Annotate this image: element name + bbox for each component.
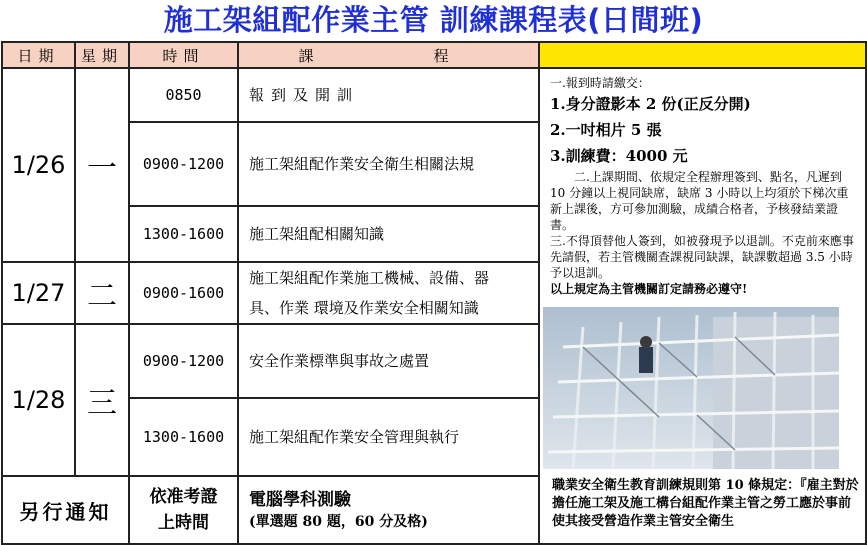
notes-attendance-rule: 二.上課期間、依規定全程辦理簽到、點名，凡遲到 10 分鐘以上視同缺席，缺席 3 小時以上均須於下梯次重新上課後，方可參加測驗，成績合格者，予核發結業證書。 (550, 170, 849, 232)
header-weekday: 星期 (75, 42, 129, 68)
date-cell: 1/28 (2, 324, 75, 476)
course-line: 施工架組配作業施工機械、設備、器 (249, 269, 490, 287)
time-cell: 1300-1600 (129, 398, 238, 476)
weekday-cell: 三 (75, 324, 129, 476)
footer-time-line: 依准考證 (149, 487, 218, 507)
time-cell: 0900-1200 (129, 122, 238, 206)
notes-item-photos: 2.一吋相片 5 張 (550, 121, 662, 139)
notes-substitution-rule: 三.不得頂替他人簽到，如被發現予以退訓。不克前來應事先請假，若主管機關查課視同缺課，缺課數超過 3.5 小時予以退訓。 (550, 234, 854, 280)
exam-detail: (單選題 80 題，60 分及格) (249, 514, 428, 530)
regulation-text: 職業安全衛生教育訓練規則第 10 條規定：『雇主對於擔任施工架及施工構台組配作業主管之勞工應於事前使其接受營造作業主管安全衛生 (552, 478, 859, 529)
course-cell: 安全作業標準與事故之處置 (238, 324, 539, 398)
schedule-table (1, 41, 867, 545)
header-time: 時間 (129, 42, 238, 68)
weekday-cell: 二 (75, 262, 129, 324)
table-row (2, 68, 866, 122)
header-course: 課 程 (238, 42, 539, 68)
notice-cell: 另行通知 (2, 476, 129, 544)
time-cell: 0900-1200 (129, 324, 238, 398)
time-cell: 1300-1600 (129, 206, 238, 262)
time-cell (129, 476, 238, 544)
page-title: 施工架組配作業主管 訓練課程表(日間班) (163, 3, 704, 37)
course-cell: 施工架組配作業安全管理與執行 (238, 398, 539, 476)
exam-title: 電腦學科測驗 (249, 490, 351, 510)
notes-item-id-copy: 1.身分證影本 2 份(正反分開) (550, 95, 751, 113)
notes-closing: 以上規定為主管機關訂定請務必遵守! (550, 282, 748, 296)
notes-header (539, 42, 866, 68)
notes-item-fee: 3.訓練費：4000 元 (550, 147, 688, 165)
course-line: 具、作業 環境及作業安全相關知識 (249, 299, 479, 317)
course-cell (238, 262, 539, 324)
scaffolding-photo (543, 307, 839, 469)
course-cell: 施工架組配相關知識 (238, 206, 539, 262)
header-date: 日期 (2, 42, 75, 68)
footer-time-line: 上時間 (158, 513, 209, 533)
date-cell: 1/27 (2, 262, 75, 324)
course-cell (238, 476, 539, 544)
date-cell: 1/26 (2, 68, 75, 262)
notes-intro: 一.報到時請繳交： (550, 76, 650, 90)
time-cell: 0900-1600 (129, 262, 238, 324)
notes-panel (539, 68, 866, 544)
time-cell: 0850 (129, 68, 238, 122)
weekday-cell: 一 (75, 68, 129, 262)
course-cell: 施工架組配作業安全衛生相關法規 (238, 122, 539, 206)
course-cell: 報到及開訓 (238, 68, 539, 122)
